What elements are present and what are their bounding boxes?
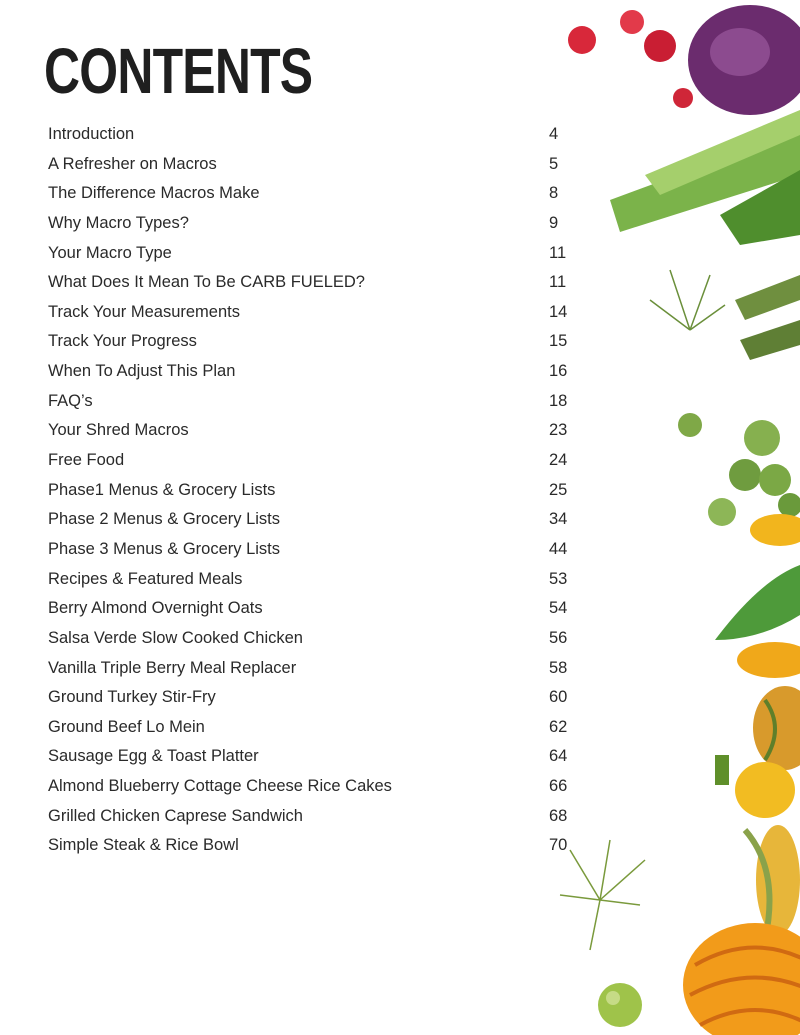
toc-entry[interactable] <box>48 743 608 773</box>
radish-icon <box>673 88 693 108</box>
toc-entry[interactable] <box>48 180 608 210</box>
toc-entry-title: Why Macro Types? <box>48 213 189 232</box>
toc-entry-page: 4 <box>549 125 559 143</box>
toc-entry[interactable] <box>48 299 608 329</box>
toc-entry-title: Simple Steak & Rice Bowl <box>48 836 239 855</box>
toc-entry-page: 64 <box>549 747 568 766</box>
toc-entry[interactable] <box>48 417 608 447</box>
radish-icon <box>644 30 676 62</box>
page-title: CONTENTS <box>44 35 313 107</box>
toc-entry-page: 70 <box>549 836 568 855</box>
toc-entry-page: 68 <box>549 806 568 825</box>
toc-entry-page: 11 <box>549 243 567 262</box>
zucchini-icon <box>735 762 795 818</box>
toc-entry-page: 11 <box>549 273 567 292</box>
toc-entry-page: 25 <box>549 480 568 499</box>
vegetables-border-illustration <box>550 0 800 1035</box>
toc-entry[interactable] <box>48 358 608 388</box>
toc-entry[interactable] <box>48 536 608 566</box>
toc-entry-page: 9 <box>549 213 559 232</box>
toc-entry[interactable] <box>48 832 608 862</box>
toc-entry-title: FAQ’s <box>48 391 93 410</box>
toc-entry-title: Almond Blueberry Cottage Cheese Rice Cakes <box>48 777 392 796</box>
toc-entry[interactable] <box>48 447 608 477</box>
brussels-sprout-icon <box>708 498 736 526</box>
toc-entry-title: Track Your Measurements <box>48 302 240 321</box>
toc-entry-title: Phase 2 Menus & Grocery Lists <box>48 510 281 529</box>
toc-entry-page: 23 <box>549 421 568 440</box>
asparagus-icon <box>735 275 800 320</box>
toc-entry[interactable] <box>48 684 608 714</box>
toc-entry[interactable] <box>48 477 608 507</box>
toc-entry-title: A Refresher on Macros <box>48 154 217 173</box>
toc-entry-title: When To Adjust This Plan <box>48 362 236 381</box>
corn-icon <box>756 825 800 935</box>
toc-entry-title: Phase 3 Menus & Grocery Lists <box>48 539 281 558</box>
toc-entry[interactable] <box>48 328 608 358</box>
toc-entry[interactable] <box>48 595 608 625</box>
toc-entry-page: 58 <box>549 658 568 677</box>
toc-entry-page: 60 <box>549 688 568 707</box>
toc-entry-page: 5 <box>549 154 559 173</box>
toc-entry-title: Vanilla Triple Berry Meal Replacer <box>48 658 297 677</box>
toc-entry-page: 53 <box>549 569 568 588</box>
toc-entry-title: The Difference Macros Make <box>48 184 260 203</box>
toc-entry[interactable] <box>48 506 608 536</box>
toc-entry-title: Your Macro Type <box>48 243 172 262</box>
toc-entry-page: 62 <box>549 717 568 736</box>
toc-entry[interactable] <box>48 625 608 655</box>
toc-entry-page: 15 <box>549 332 568 351</box>
toc-entry-title: Introduction <box>48 125 135 143</box>
toc-entry-page: 44 <box>549 539 568 558</box>
toc-entry-page: 54 <box>549 599 568 618</box>
toc-entry-title: Track Your Progress <box>48 332 197 351</box>
toc-entry-page: 18 <box>549 391 568 410</box>
toc-entry-page: 8 <box>549 184 559 203</box>
toc-entry-title: Free Food <box>48 451 125 470</box>
brussels-sprout-icon <box>759 464 791 496</box>
toc-entry-title: Grilled Chicken Caprese Sandwich <box>48 806 303 825</box>
toc-entry-title: Your Shred Macros <box>48 421 189 440</box>
squash-icon <box>750 514 800 546</box>
toc-entry-title: Sausage Egg & Toast Platter <box>48 747 259 766</box>
brussels-sprout-icon <box>744 420 780 456</box>
toc-entry-page: 24 <box>549 451 568 470</box>
toc-entry-title: Ground Turkey Stir-Fry <box>48 688 216 707</box>
toc-entry[interactable] <box>48 803 608 833</box>
toc-entry-page: 14 <box>549 302 568 321</box>
tomatillo-icon <box>598 983 642 1027</box>
toc-entry[interactable] <box>48 655 608 685</box>
brussels-sprout-icon <box>678 413 702 437</box>
leaf-icon <box>715 565 800 640</box>
dill-flower-icon <box>560 840 645 950</box>
toc-entry-page: 56 <box>549 628 568 647</box>
toc-entry[interactable] <box>48 269 608 299</box>
toc-entry[interactable] <box>48 388 608 418</box>
brussels-sprout-icon <box>729 459 761 491</box>
toc-entry-title: What Does It Mean To Be CARB FUELED? <box>48 273 365 292</box>
dill-icon <box>650 270 725 330</box>
toc-entry[interactable] <box>48 210 608 240</box>
toc-entry-page: 16 <box>549 362 568 381</box>
toc-entry-page: 34 <box>549 510 568 529</box>
squash-icon <box>737 642 800 678</box>
toc-entry-page: 66 <box>549 777 568 796</box>
toc-entry[interactable] <box>48 121 608 151</box>
radish-icon <box>568 26 596 54</box>
toc-entry[interactable] <box>48 151 608 181</box>
toc-entry[interactable] <box>48 773 608 803</box>
toc-entry[interactable] <box>48 566 608 596</box>
toc-entry-title: Berry Almond Overnight Oats <box>48 599 263 618</box>
toc-entry-title: Ground Beef Lo Mein <box>48 717 205 736</box>
toc-entry[interactable] <box>48 240 608 270</box>
radish-icon <box>620 10 644 34</box>
table-of-contents <box>48 121 608 862</box>
toc-entry[interactable] <box>48 714 608 744</box>
toc-entry-title: Phase1 Menus & Grocery Lists <box>48 480 276 499</box>
toc-entry-title: Salsa Verde Slow Cooked Chicken <box>48 628 303 647</box>
toc-entry-title: Recipes & Featured Meals <box>48 569 243 588</box>
